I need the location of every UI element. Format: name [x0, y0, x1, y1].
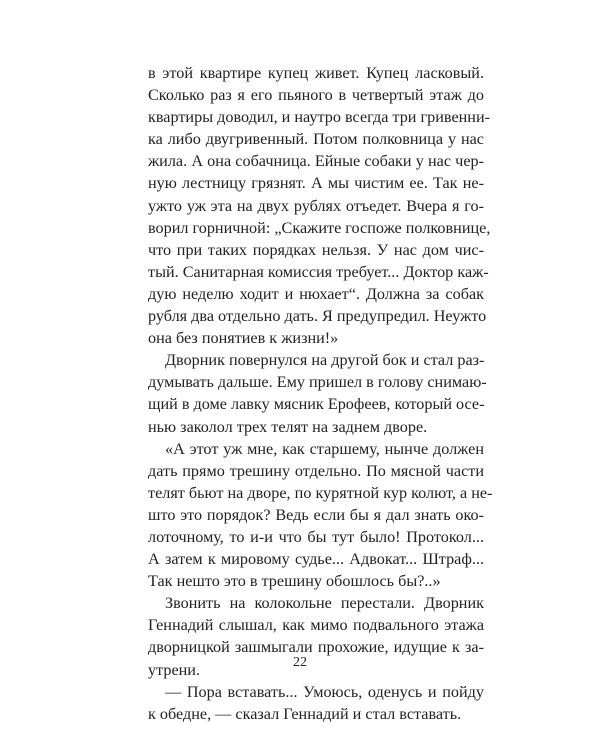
text-line: «А этот уж мне, как старшему, нынче должен: [165, 439, 484, 458]
text-line: Так нешто это в трешину обошлось бы?..»: [148, 572, 441, 591]
text-line: к обедне, — сказал Геннадий и стал вставать.: [148, 704, 462, 723]
text-line: жила. А она собачница. Ейные собаки у нас чер-: [148, 152, 484, 171]
paragraph-2: [148, 349, 487, 437]
text-line: она без понятиев к жизни!»: [148, 329, 339, 348]
text-line: дворницкой зашмыгали прохожие, идущие к за-: [148, 638, 484, 657]
text-line: ужто уж эта на двух рублях отъедет. Вчера я го-: [148, 196, 484, 215]
paragraph-3: [148, 438, 493, 593]
text-line: ную лестницу грязнят. А мы чистим ее. Так не-: [148, 174, 484, 193]
paragraph-1: [148, 62, 491, 349]
text-line: что при таких порядках нельзя. У нас дом чис-: [148, 240, 484, 259]
text-line: думывать дальше. Ему пришел в голову снимаю-: [148, 373, 487, 392]
text-line: — Пора вставать... Умоюсь, оденусь и пойду: [165, 682, 484, 701]
text-line: Звонить на колокольне перестали. Дворник: [165, 594, 484, 613]
text-line: лоточному, то и-и что бы тут было! Протокол...: [148, 527, 484, 546]
text-line: утрени.: [148, 660, 201, 679]
text-line: што это порядок? Ведь если бы я дал знать око-: [148, 505, 484, 524]
text-line: телят бьют на дворе, по курятной кур колют, а не-: [148, 483, 493, 502]
text-line: в этой квартире купец живет. Купец ласковый.: [148, 64, 484, 82]
text-line: ка либо двугривенный. Потом полковница у нас: [148, 130, 484, 149]
text-line: квартиры доводил, и наутро всегда три гривенни-: [148, 108, 491, 127]
page-number: 22: [293, 655, 307, 670]
body-text: [148, 62, 493, 725]
text-line: дую неделю ходит и нюхает“. Должна за собак: [148, 284, 484, 303]
text-line: Дворник повернулся на другой бок и стал раз-: [165, 351, 485, 370]
text-line: Сколько раз я его пьяного в четвертый этаж до: [148, 86, 484, 105]
paragraph-5: [148, 681, 484, 725]
text-line: тый. Санитарная комиссия требует... Доктор каж-: [148, 262, 489, 281]
text-line: щий в доме лавку мясник Ерофеев, который осе-: [148, 395, 485, 414]
text-line: А затем к мировому судье... Адвокат... Штраф...: [148, 550, 484, 569]
text-line: дать прямо трешину отдельно. По мясной части: [148, 461, 484, 480]
text-line: рубля два отдельно дать. Я предупредил. Неужто: [148, 307, 487, 326]
text-line: Геннадий слышал, как мимо подвального этажа: [148, 616, 484, 635]
text-line: ворил горничной: „Скажите госпоже полковнице,: [148, 218, 491, 237]
text-line: нью заколол трех телят на заднем дворе.: [148, 417, 428, 436]
